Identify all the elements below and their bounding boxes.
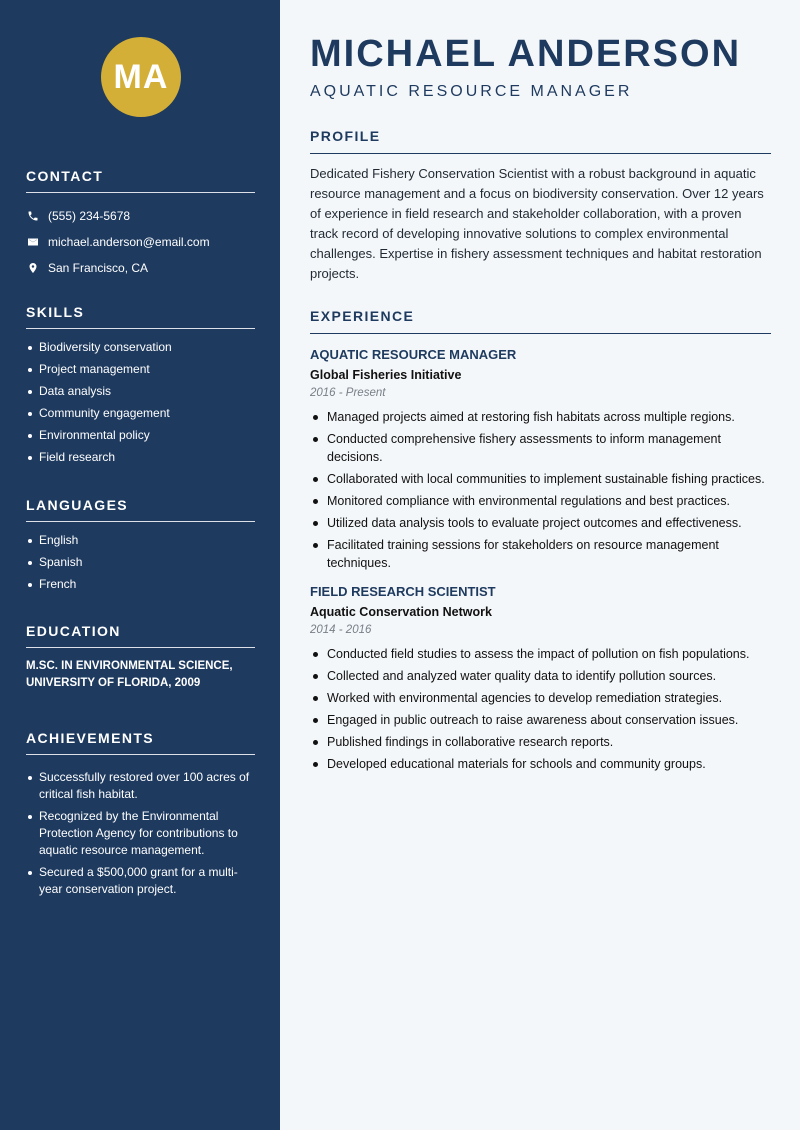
achievements-heading: ACHIEVEMENTS [26,730,255,755]
email-text[interactable]: michael.anderson@email.com [48,235,210,249]
location-pin-icon [26,261,40,275]
contact-phone [26,203,255,229]
skill-item: Biodiversity conservation [26,339,255,356]
contact-section [26,168,255,281]
job-bullet: Engaged in public outreach to raise awareness about conservation issues. [310,711,771,729]
job-title: FIELD RESEARCH SCIENTIST [310,584,496,599]
achievement-item: Recognized by the Environmental Protection Agency for contributions to aquatic resource management. [26,808,255,859]
skills-list [26,339,255,466]
profile-text: Dedicated Fishery Conservation Scientist with a robust background in aquatic resource management and a focus on biodiversity conservation. Over 12 years of experience in field research and stakeholder collaboration, with a proven track record of developing innovative solutions to complex environmental challenges. Expertise in fishery assessment techniques and habitat restoration projects. [310,166,764,281]
language-item: Spanish [26,554,255,571]
job-bullets [310,645,771,773]
skill-item: Project management [26,361,255,378]
candidate-title: AQUATIC RESOURCE MANAGER [310,83,633,100]
language-item: French [26,576,255,593]
email-icon [26,235,40,249]
job-dates: 2016 - Present [310,387,386,399]
skill-item: Environmental policy [26,427,255,444]
job-entry [310,584,771,773]
phone-text[interactable]: (555) 234-5678 [48,209,131,223]
job-bullet: Worked with environmental agencies to develop remediation strategies. [310,689,771,707]
education-section [26,623,255,692]
job-entry [310,347,771,572]
job-bullets [310,408,771,572]
education-entry: M.SC. IN ENVIRONMENTAL SCIENCE, UNIVERSITY OF FLORIDA, 2009 [26,660,233,689]
job-bullet: Facilitated training sessions for stakeholders on resource management techniques. [310,536,771,572]
experience-section [310,308,771,777]
achievement-item: Secured a $500,000 grant for a multi-year conservation project. [26,864,255,898]
education-heading: EDUCATION [26,623,255,648]
job-bullet: Developed educational materials for schools and community groups. [310,755,771,773]
avatar [101,37,181,117]
profile-section [310,128,771,284]
contact-email [26,229,255,255]
avatar-initials: MA [113,57,169,96]
job-bullet: Published findings in collaborative research reports. [310,733,771,751]
achievement-item: Successfully restored over 100 acres of critical fish habitat. [26,769,255,803]
location-text: San Francisco, CA [48,261,149,275]
skill-item: Field research [26,449,255,466]
languages-section [26,497,255,598]
job-dates: 2014 - 2016 [310,624,372,636]
job-company: Aquatic Conservation Network [310,605,492,619]
job-bullet: Conducted comprehensive fishery assessments to inform management decisions. [310,430,771,466]
job-bullet: Utilized data analysis tools to evaluate project outcomes and effectiveness. [310,514,771,532]
skills-heading: SKILLS [26,304,255,329]
experience-heading: EXPERIENCE [310,308,771,334]
achievements-list [26,769,255,898]
profile-heading: PROFILE [310,128,771,154]
job-bullet: Collaborated with local communities to implement sustainable fishing practices. [310,470,771,488]
languages-heading: LANGUAGES [26,497,255,522]
skill-item: Data analysis [26,383,255,400]
languages-list [26,532,255,593]
job-bullet: Conducted field studies to assess the impact of pollution on fish populations. [310,645,771,663]
skill-item: Community engagement [26,405,255,422]
job-bullet: Collected and analyzed water quality data to identify pollution sources. [310,667,771,685]
language-item: English [26,532,255,549]
contact-location [26,255,255,281]
job-bullet: Managed projects aimed at restoring fish habitats across multiple regions. [310,408,771,426]
skills-section [26,304,255,471]
sidebar [0,0,280,1130]
job-bullet: Monitored compliance with environmental regulations and best practices. [310,492,771,510]
job-title: AQUATIC RESOURCE MANAGER [310,347,517,362]
job-company: Global Fisheries Initiative [310,368,462,382]
candidate-name: MICHAEL ANDERSON [310,33,742,75]
achievements-section [26,730,255,903]
phone-icon [26,209,40,223]
contact-heading: CONTACT [26,168,255,193]
